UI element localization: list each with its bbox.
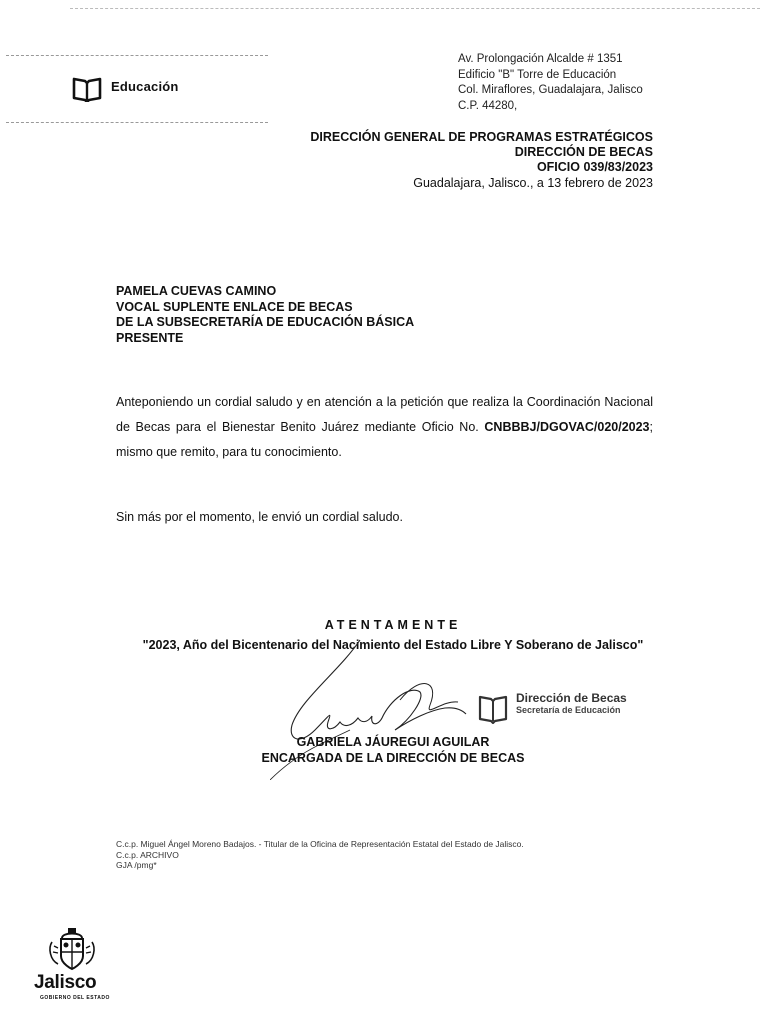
recipient-line: VOCAL SUPLENTE ENLACE DE BECAS [116, 299, 353, 314]
stamp-subtitle: Secretaría de Educación [516, 705, 621, 715]
body-text-end: ; mismo que remito, para tu conocimiento. [116, 420, 653, 459]
header-office: DIRECCIÓN DE BECAS [514, 145, 653, 159]
recipient-line: PRESENTE [116, 330, 184, 345]
closing-line: Sin más por el momento, le envió un cordial saludo. [116, 510, 403, 524]
header-oficio-number: OFICIO 039/83/2023 [536, 160, 653, 174]
copy-line: GJA /pmg* [116, 860, 157, 870]
jalisco-brand-subtitle: GOBIERNO DEL ESTADO [40, 995, 110, 1001]
body-paragraph [116, 390, 653, 465]
body-text-start: Anteponiendo un cordial saludo y en atención a la petición que realiza la Coordinación Nacional de Becas para el Bienestar Benito Juárez mediante Oficio No. [116, 395, 653, 434]
address-line: C.P. 44280, [458, 99, 518, 112]
recipient-block [116, 284, 414, 346]
address-line: Edificio "B" Torre de Educación [458, 68, 617, 81]
stamp-title: Dirección de Becas [516, 691, 627, 705]
jalisco-coat-of-arms-icon [44, 924, 100, 972]
jalisco-brand: Jalisco [34, 972, 97, 993]
header-department: DIRECCIÓN GENERAL DE PROGRAMAS ESTRATÉGICOS [310, 130, 653, 144]
letterhead-address [458, 52, 643, 114]
top-divider [70, 8, 760, 9]
signer-name: GABRIELA JÁUREGUI AGUILAR [296, 735, 490, 749]
copy-line: C.c.p. ARCHIVO [116, 849, 179, 860]
letterhead-logo-text: Educación [111, 79, 179, 94]
recipient-line: DE LA SUBSECRETARÍA DE EDUCACIÓN BÁSICA [116, 315, 415, 329]
open-book-icon [72, 76, 102, 102]
oficio-reference: CNBBBJ/DGOVAC/020/2023 [484, 420, 650, 434]
address-line: Av. Prolongación Alcalde # 1351 [458, 53, 623, 65]
year-motto: "2023, Año del Bicentenario del Nacimiento del Estado Libre Y Soberano de Jalisco" [142, 638, 644, 652]
copy-line: C.c.p. Miguel Ángel Moreno Badajos. - Titular de la Oficina de Representación Estatal del Estado de Jalisco. [116, 839, 524, 849]
address-line: Col. Miraflores, Guadalajara, Jalisco [458, 84, 643, 96]
atentamente-heading: ATENTAMENTE [324, 618, 462, 632]
recipient-line: PAMELA CUEVAS CAMINO [116, 284, 277, 298]
header-date: Guadalajara, Jalisco., a 13 febrero de 2023 [413, 176, 653, 190]
signer-title: ENCARGADA DE LA DIRECCIÓN DE BECAS [261, 751, 525, 765]
copies-block [116, 839, 524, 871]
open-book-icon [478, 692, 508, 724]
